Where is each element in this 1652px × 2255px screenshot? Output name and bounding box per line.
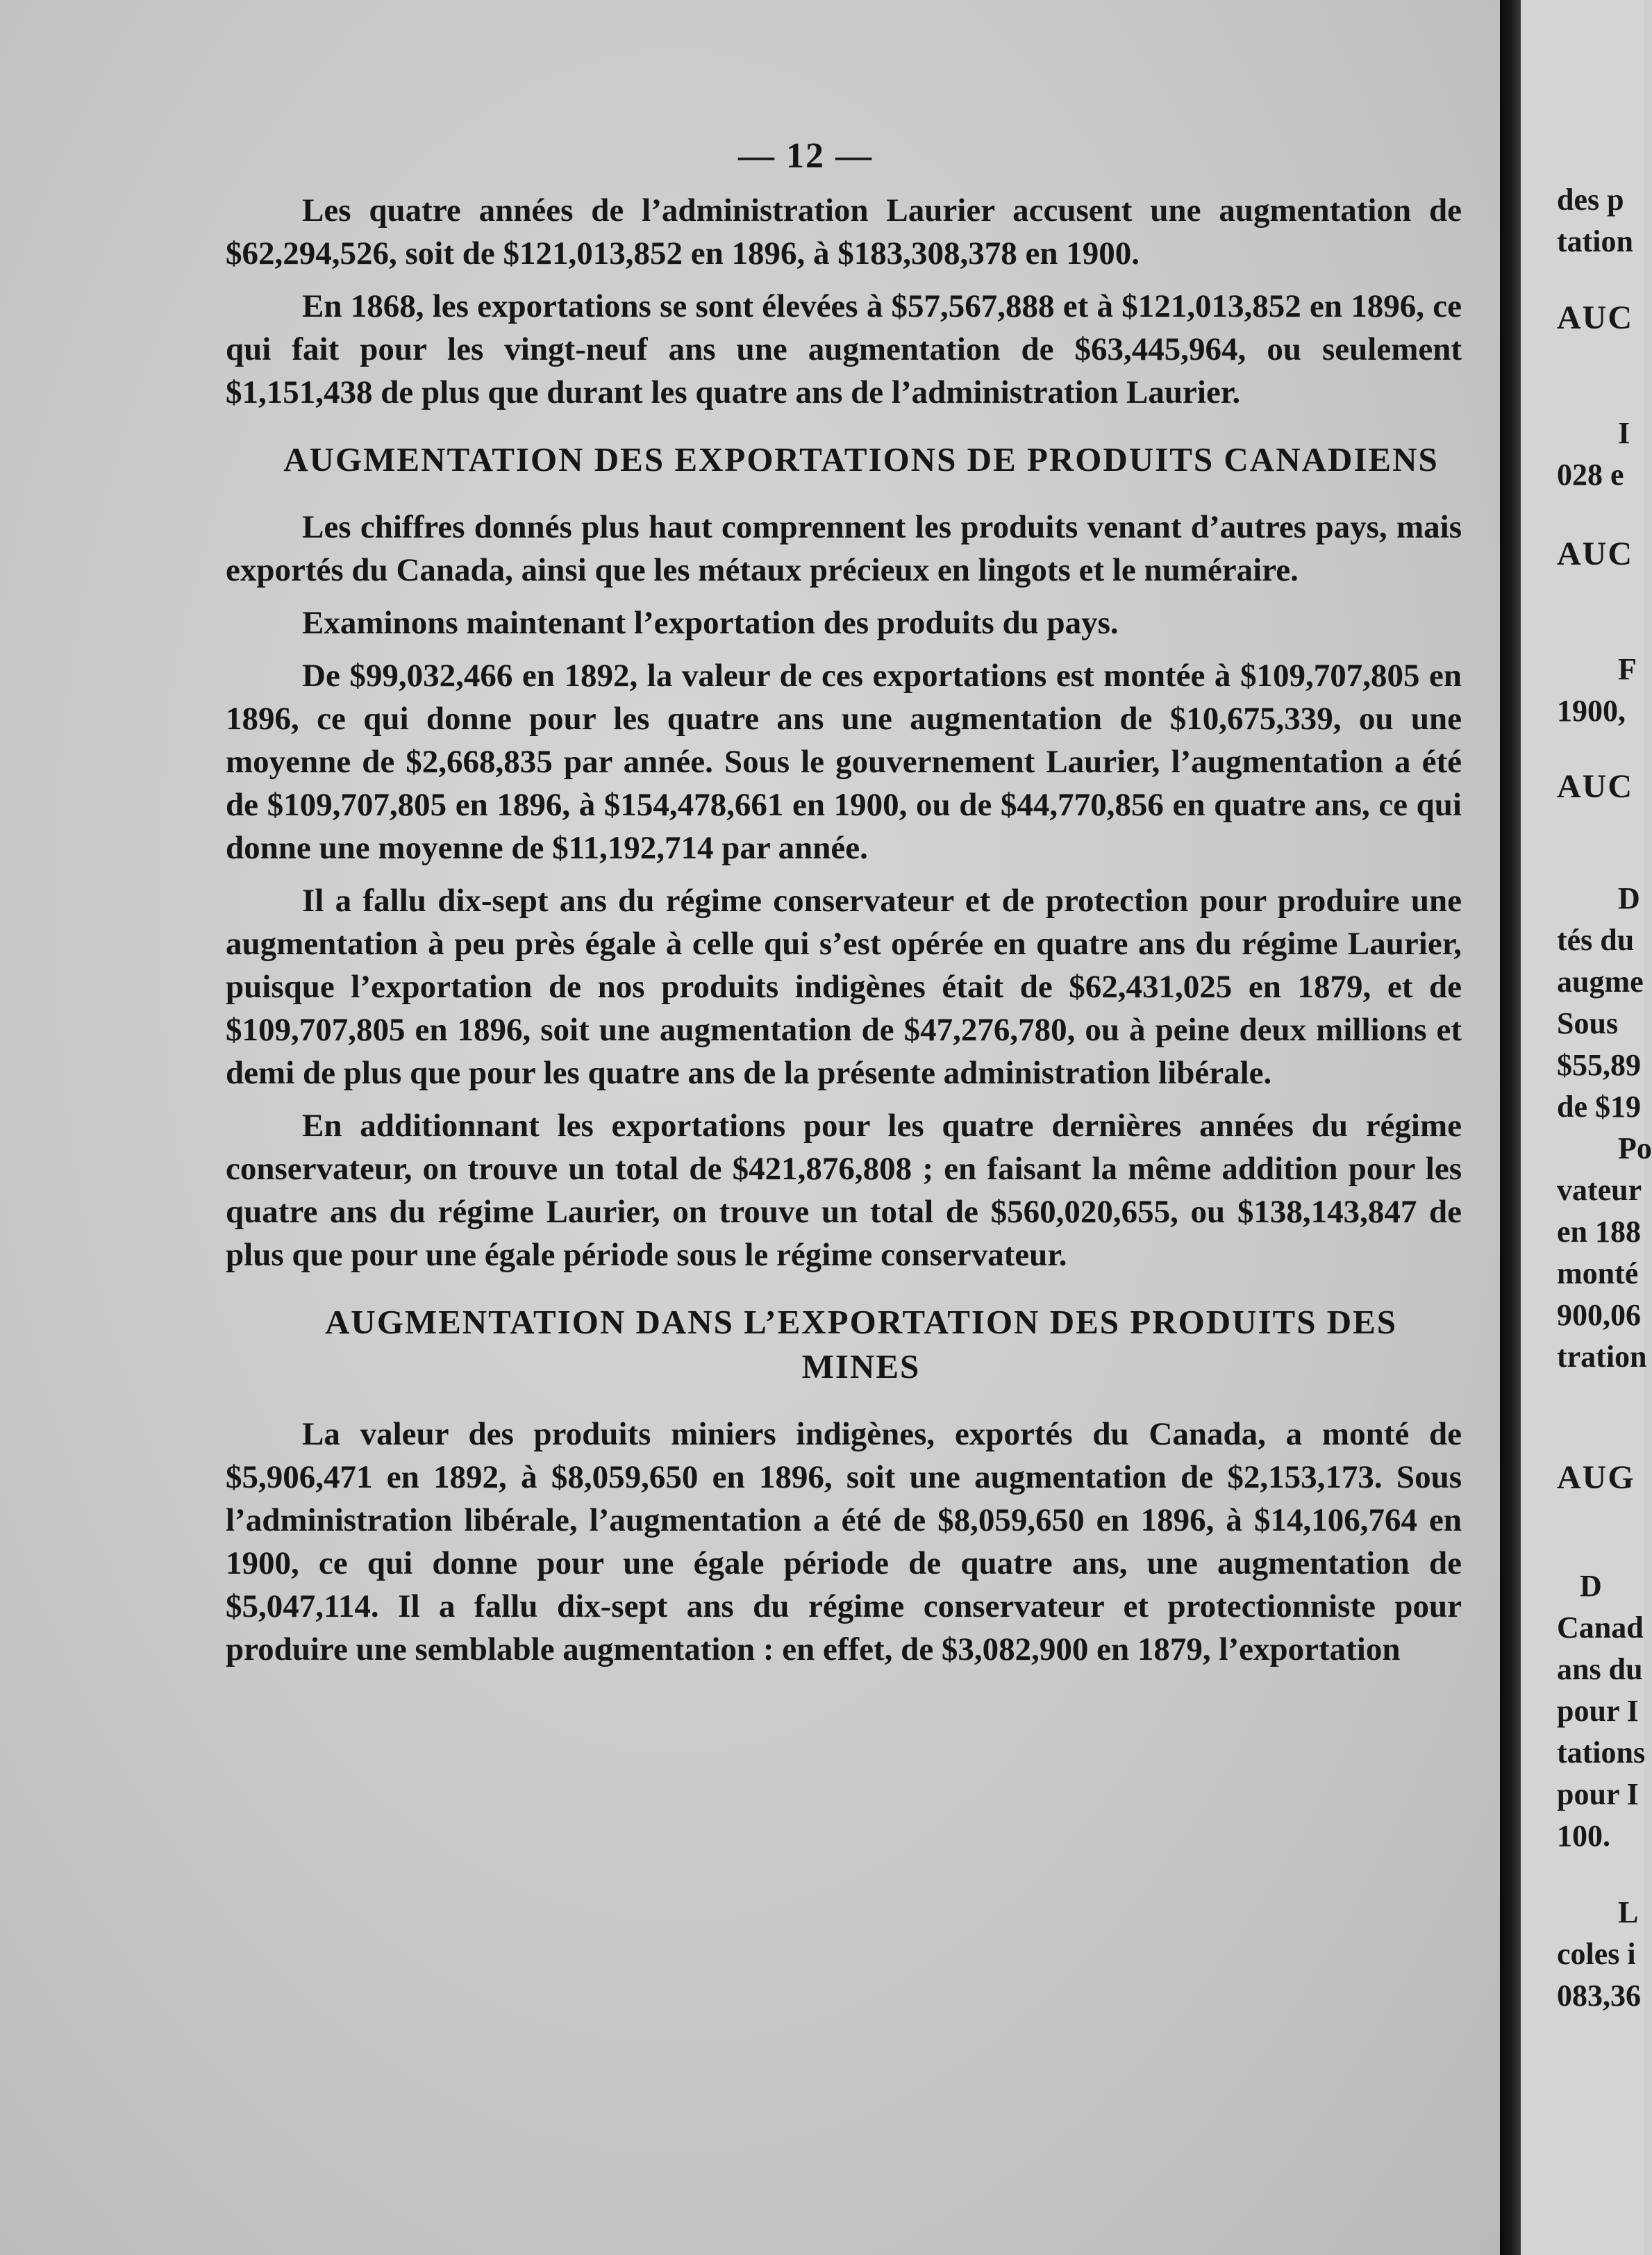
adjacent-fragment: monté [1557,1256,1639,1290]
adjacent-fragment: de $19 [1557,1090,1641,1124]
adjacent-page [1521,0,1652,2255]
adjacent-fragment: F [1618,652,1637,686]
adjacent-fragment: 083,36 [1557,1979,1641,2013]
adjacent-fragment: tations [1557,1736,1646,1770]
adjacent-fragment: D [1580,1569,1602,1603]
adjacent-fragment: tation [1557,224,1633,258]
section-heading-mine-exports: AUGMENTATION DANS L’EXPORTATION DES PRODUITS DES MINES [324,1303,1398,1386]
adjacent-fragment: coles i [1557,1937,1636,1971]
paragraph-laurier-increase: Les quatre années de l’administration Laurier accusent une augmentation de $62,294,526, soit de $121,013,852 en 1896, à $183,308,378 en 1900. [226,192,1462,272]
page-number: — 12 — [738,136,873,176]
adjacent-fragment: AUC [1557,768,1633,805]
adjacent-fragment: 1900, [1557,694,1626,728]
adjacent-fragment: Canad [1557,1611,1644,1645]
adjacent-fragment: augme [1557,965,1644,999]
paragraph-1868-exports: En 1868, les exportations se sont élevées à $57,567,888 et à $121,013,852 en 1896, ce qui fait pour les vingt-neuf ans une augmentation de $63,445,964, ou seulement $1,151,438 de plus que durant les quatre ans de l’administration Laurier. [226,288,1462,410]
book-gutter [1500,0,1521,2255]
paragraph-figures-note: Les chiffres donnés plus haut comprennent les produits venant d’autres pays, mais exportés du Canada, ainsi que les métaux précieux en lingots et le numéraire. [226,509,1462,588]
page-content [226,189,1462,1681]
adjacent-fragment: AUG [1557,1459,1635,1496]
adjacent-fragment: tés du [1557,923,1635,957]
adjacent-fragment: vateur [1557,1173,1642,1207]
paragraph-1892-1896-values: De $99,032,466 en 1892, la valeur de ces exportations est montée à $109,707,805 en 1896, ce qui donne pour les quatre ans une augmentation de $10,675,339, ou une moyenne de $2,668,835 par année. Sous le gouvernement Laurier, l’augmentation a été de $109,707,805 en 1896, à $154,478,661 en 1900, ou de $44,770,856 en quatre ans, ce qui donne une moyenne de $11,192,714 par année. [226,658,1462,866]
paragraph-examine-exports: Examinons maintenant l’exportation des produits du pays. [302,605,1119,641]
paragraph-mining-products: La valeur des produits miniers indigènes, exportés du Canada, a monté de $5,906,471 en 1892, à $8,059,650 en 1896, soit une augmentation de $2,153,173. Sous l’administration libérale, l’augmentation a été de $8,059,650 en 1896, à $14,106,764 en 1900, ce qui donne pour une égale période de quatre ans, une augmentation de $5,047,114. Il a fallu dix-sept ans du régime conservateur et protectionniste pour produire une semblable augmentation : en effet, de $3,082,900 en 1879, l’exportation [226,1416,1462,1667]
adjacent-fragment: pour I [1557,1777,1639,1811]
adjacent-fragment: $55,89 [1557,1048,1641,1082]
adjacent-fragment: 028 e [1557,458,1624,492]
adjacent-fragment: ans du [1557,1652,1643,1686]
adjacent-fragment: 900,06 [1557,1298,1641,1332]
adjacent-fragment: 100. [1557,1819,1610,1853]
adjacent-fragment: AUC [1557,299,1633,336]
section-heading-canadian-exports: AUGMENTATION DES EXPORTATIONS DE PRODUITS CANADIENS [283,440,1439,479]
adjacent-fragment: AUC [1557,535,1633,572]
paragraph-totals-comparison: En additionnant les exportations pour les quatre dernières années du régime conservateur, on trouve un total de $421,876,808 ; en faisant la même addition pour les quatre ans du régime Laurier, on trouve un total de $560,020,655, ou $138,143,847 de plus que pour une égale période sous le régime conservateur. [226,1108,1462,1273]
paragraph-seventeen-years: Il a fallu dix-sept ans du régime conservateur et de protection pour produire une augmentation à peu près égale à celle qui s’est opérée en quatre ans du régime Laurier, puisque l’exportation de nos produits indigènes était de $62,431,025 en 1879, et de $109,707,805 en 1896, soit une augmentation de $47,276,780, ou à peine deux millions et demi de plus que pour les quatre ans de la présente administration libérale. [226,883,1462,1091]
adjacent-fragment: en 188 [1557,1215,1641,1249]
adjacent-fragment: L [1618,1895,1639,1929]
adjacent-fragment: pour I [1557,1694,1639,1728]
adjacent-fragment: D [1618,881,1640,915]
adjacent-fragment: Sous [1557,1006,1619,1040]
adjacent-fragment: tration [1557,1340,1647,1374]
adjacent-fragment: I [1618,416,1630,450]
adjacent-fragment: des p [1557,183,1624,217]
adjacent-fragment: Po [1618,1131,1652,1165]
